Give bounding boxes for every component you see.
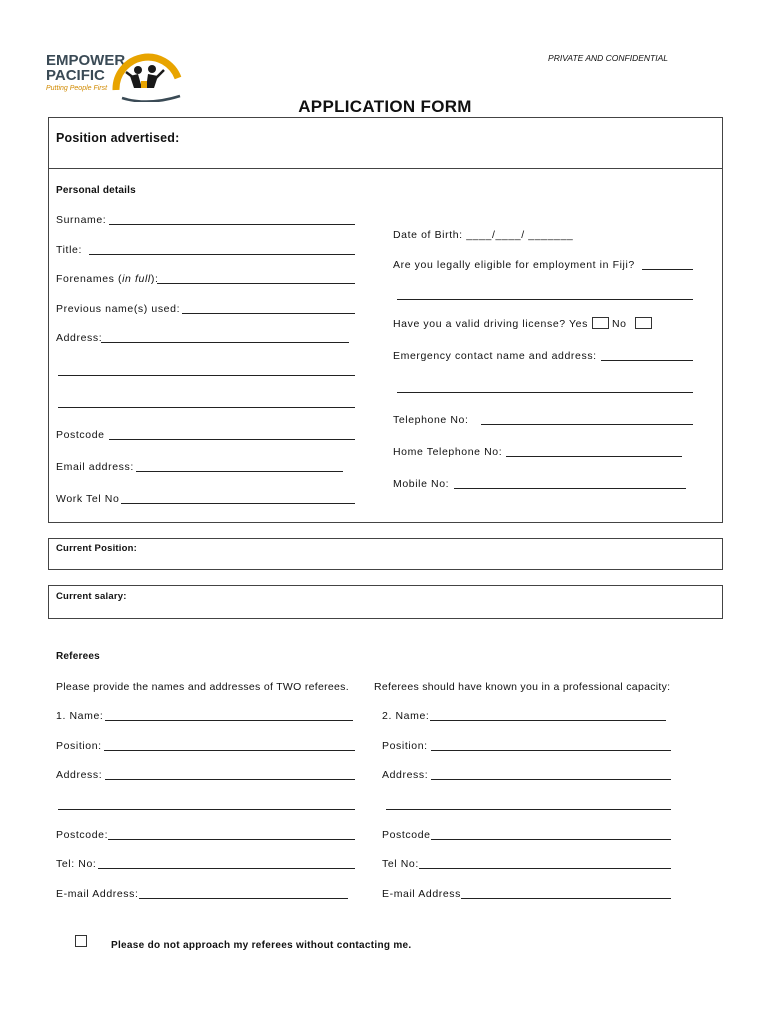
referee2-address-field[interactable] (431, 779, 671, 780)
referee1-name-field[interactable] (105, 720, 353, 721)
referees-intro-left: Please provide the names and addresses of TWO referees. (56, 681, 349, 693)
telephone-field[interactable] (481, 424, 693, 425)
driving-license-label: Have you a valid driving license? Yes (393, 318, 588, 330)
no-approach-checkbox[interactable] (75, 935, 87, 947)
address-label: Address: (56, 332, 103, 344)
title-label: Title: (56, 244, 82, 256)
eligibility-field[interactable] (642, 269, 693, 270)
current-salary-box[interactable] (48, 585, 723, 619)
referee2-email-label: E-mail Address (382, 888, 462, 900)
referee2-position-label: Position: (382, 740, 428, 752)
emergency-contact-field-2[interactable] (397, 392, 693, 393)
eligibility-field-2[interactable] (397, 299, 693, 300)
previous-names-label: Previous name(s) used: (56, 303, 181, 315)
referee1-tel-field[interactable] (98, 868, 355, 869)
referee2-name-field[interactable] (430, 720, 666, 721)
personal-details-heading: Personal details (56, 185, 136, 196)
eligibility-label: Are you legally eligible for employment in Fiji? (393, 259, 635, 271)
logo-tagline: Putting People First (46, 85, 108, 92)
forenames-label: Forenames (in full): (56, 273, 159, 285)
referee2-address-field-2[interactable] (386, 809, 671, 810)
referee2-postcode-label: Postcode (382, 829, 431, 841)
home-telephone-field[interactable] (506, 456, 682, 457)
email-label: Email address: (56, 461, 134, 473)
work-tel-field[interactable] (121, 503, 355, 504)
address-field-3[interactable] (58, 407, 355, 408)
referee1-address-label: Address: (56, 769, 103, 781)
form-title: APPLICATION FORM (298, 97, 472, 116)
referee1-position-field[interactable] (104, 750, 355, 751)
referee2-tel-field[interactable] (419, 868, 671, 869)
work-tel-label: Work Tel No (56, 493, 120, 505)
date-of-birth-label[interactable]: Date of Birth: ____/____/ _______ (393, 229, 574, 241)
referee2-email-field[interactable] (461, 898, 671, 899)
surname-field[interactable] (109, 224, 355, 225)
emergency-contact-label: Emergency contact name and address: (393, 350, 597, 362)
referee1-address-field-2[interactable] (58, 809, 355, 810)
home-telephone-label: Home Telephone No: (393, 446, 503, 458)
forenames-field[interactable] (157, 283, 355, 284)
address-field-2[interactable] (58, 375, 355, 376)
logo-emblem-icon (108, 50, 186, 102)
company-logo (46, 50, 186, 102)
referee1-email-field[interactable] (139, 898, 348, 899)
personal-details-box (48, 168, 723, 523)
referee2-tel-label: Tel No: (382, 858, 419, 870)
referee2-position-field[interactable] (431, 750, 671, 751)
mobile-field[interactable] (454, 488, 686, 489)
emergency-contact-field[interactable] (601, 360, 693, 361)
logo-text-line1: EMPOWER (46, 52, 126, 69)
referee2-address-label: Address: (382, 769, 429, 781)
referee1-position-label: Position: (56, 740, 102, 752)
current-salary-label: Current salary: (56, 591, 127, 602)
referee2-postcode-field[interactable] (431, 839, 671, 840)
email-field[interactable] (136, 471, 343, 472)
postcode-field[interactable] (109, 439, 355, 440)
referee2-name-label: 2. Name: (382, 710, 430, 722)
referee1-tel-label: Tel: No: (56, 858, 97, 870)
mobile-label: Mobile No: (393, 478, 450, 490)
position-advertised-label: Position advertised: (56, 131, 180, 145)
driving-no-label: No (612, 318, 627, 330)
current-position-box[interactable] (48, 538, 723, 570)
telephone-label: Telephone No: (393, 414, 469, 426)
title-field[interactable] (89, 254, 355, 255)
driving-no-checkbox[interactable] (635, 317, 652, 329)
previous-names-field[interactable] (182, 313, 355, 314)
referee1-address-field[interactable] (105, 779, 355, 780)
referees-heading: Referees (56, 651, 100, 662)
no-approach-label: Please do not approach my referees without contacting me. (111, 940, 412, 951)
referee1-postcode-label: Postcode: (56, 829, 109, 841)
logo-text-line2: PACIFIC (46, 67, 105, 84)
postcode-label: Postcode (56, 429, 105, 441)
referee1-email-label: E-mail Address: (56, 888, 139, 900)
surname-label: Surname: (56, 214, 107, 226)
current-position-label: Current Position: (56, 543, 137, 554)
referees-intro-right: Referees should have known you in a professional capacity: (374, 681, 671, 693)
address-field-1[interactable] (101, 342, 349, 343)
referee1-name-label: 1. Name: (56, 710, 104, 722)
confidential-label: PRIVATE AND CONFIDENTIAL (548, 53, 668, 63)
referee1-postcode-field[interactable] (108, 839, 355, 840)
driving-yes-checkbox[interactable] (592, 317, 609, 329)
